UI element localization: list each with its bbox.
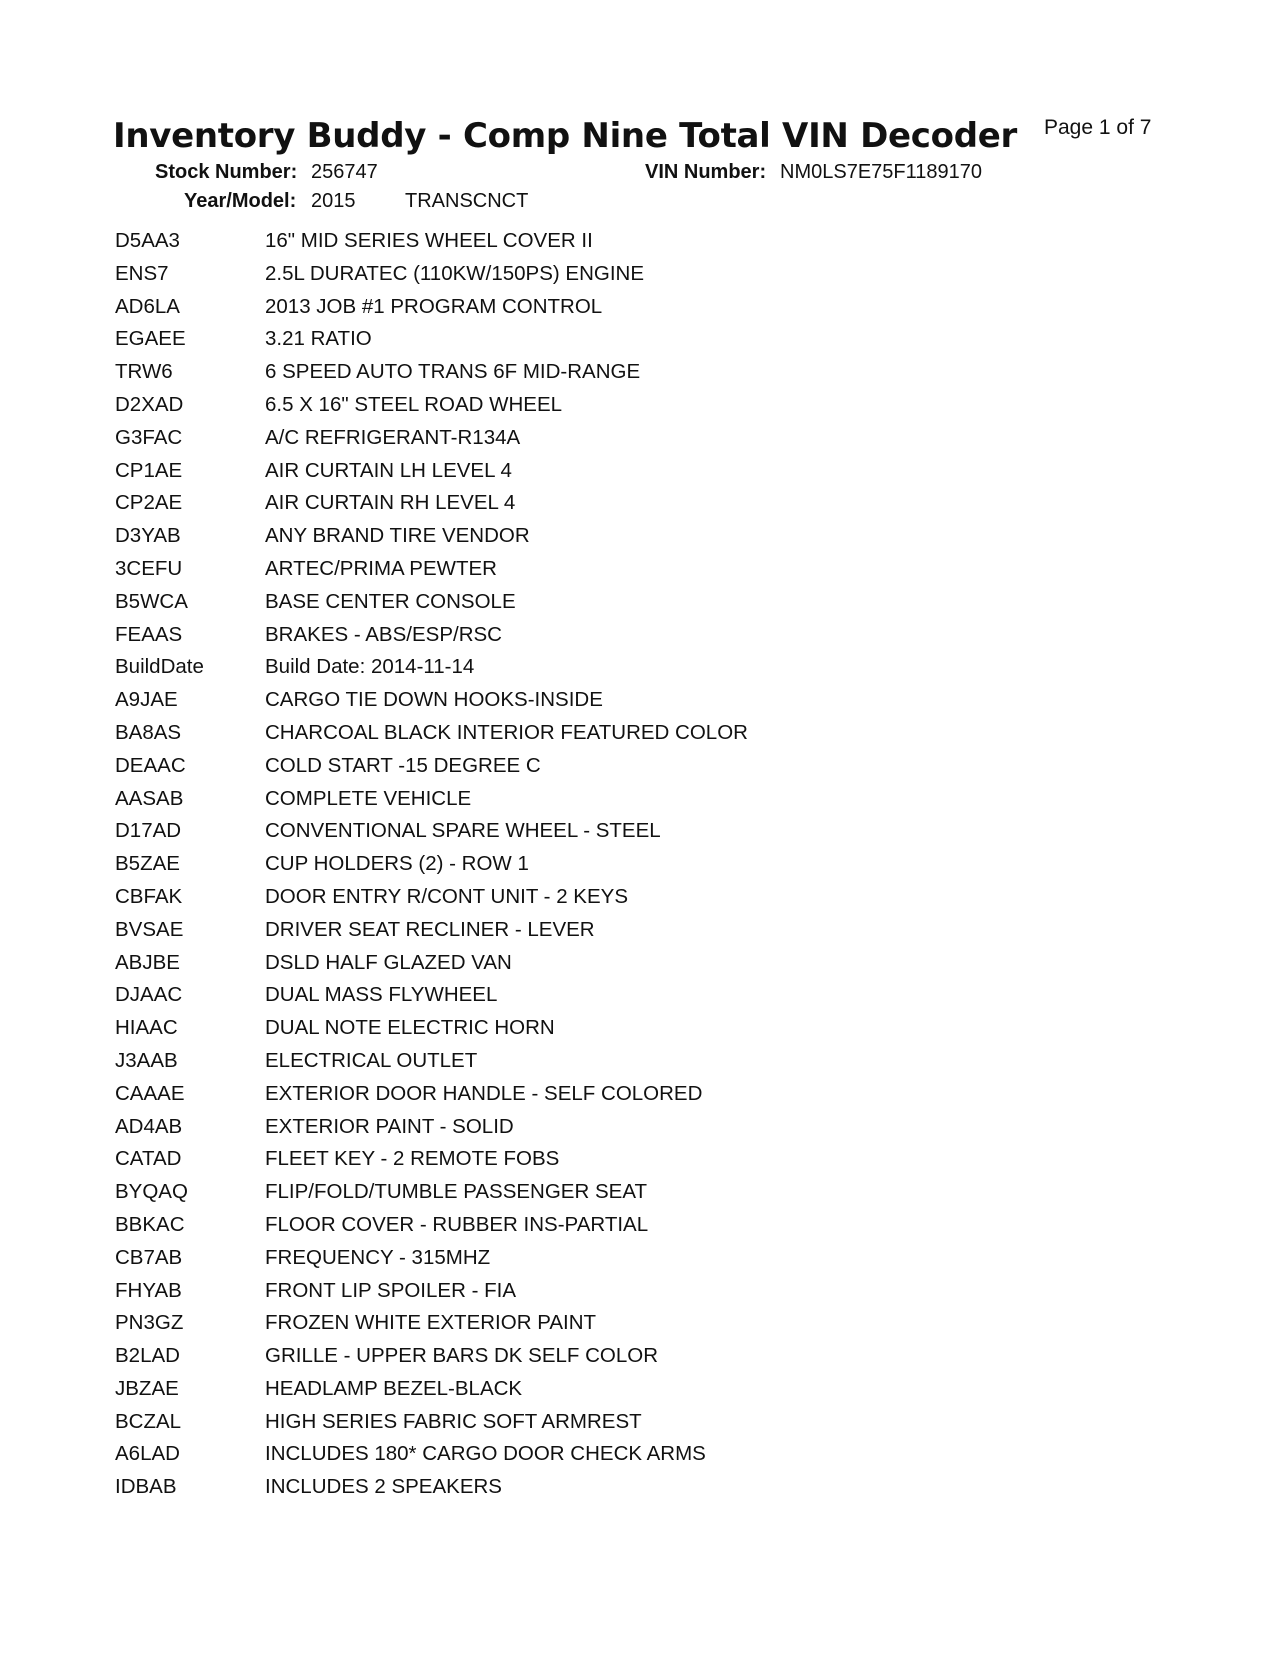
page-number: Page 1 of 7 bbox=[1044, 116, 1152, 139]
option-code: J3AAB bbox=[115, 1048, 178, 1072]
option-description: 16" MID SERIES WHEEL COVER II bbox=[265, 229, 593, 252]
option-code: G3FAC bbox=[115, 425, 183, 449]
option-code-list bbox=[115, 227, 748, 1506]
option-code: CBFAK bbox=[115, 884, 183, 908]
option-code: PN3GZ bbox=[115, 1311, 184, 1335]
option-description: EXTERIOR PAINT - SOLID bbox=[265, 1114, 514, 1138]
option-code: D3YAB bbox=[115, 524, 181, 548]
option-row bbox=[115, 719, 748, 752]
option-description: FRONT LIP SPOILER - FIA bbox=[265, 1278, 516, 1302]
option-code: A9JAE bbox=[115, 688, 178, 712]
option-code: D17AD bbox=[115, 819, 182, 843]
stock-number-label: Stock Number: bbox=[155, 161, 298, 183]
option-row bbox=[115, 391, 748, 424]
option-row bbox=[115, 588, 748, 621]
option-code: CAAAE bbox=[115, 1081, 185, 1105]
option-description: FLIP/FOLD/TUMBLE PASSENGER SEAT bbox=[265, 1180, 647, 1204]
option-description: DOOR ENTRY R/CONT UNIT - 2 KEYS bbox=[265, 884, 628, 908]
option-row bbox=[115, 522, 748, 555]
option-description: GRILLE - UPPER BARS DK SELF COLOR bbox=[265, 1344, 659, 1368]
option-description: 3.21 RATIO bbox=[265, 327, 372, 351]
option-code: AASAB bbox=[115, 786, 184, 810]
option-description: COLD START -15 DEGREE C bbox=[265, 753, 541, 777]
year-value: 2015 bbox=[311, 190, 356, 212]
option-description: ANY BRAND TIRE VENDOR bbox=[265, 524, 530, 548]
option-code: BVSAE bbox=[115, 917, 184, 941]
option-description: FROZEN WHITE EXTERIOR PAINT bbox=[265, 1311, 597, 1335]
option-description: 2.5L DURATEC (110KW/150PS) ENGINE bbox=[265, 261, 644, 285]
option-code: ENS7 bbox=[115, 261, 169, 285]
option-code: B2LAD bbox=[115, 1344, 180, 1368]
option-row bbox=[115, 555, 748, 588]
option-row bbox=[115, 1342, 748, 1375]
option-description: COMPLETE VEHICLE bbox=[265, 786, 472, 810]
option-row bbox=[115, 785, 748, 818]
option-row bbox=[115, 752, 748, 785]
option-row bbox=[115, 1113, 748, 1146]
option-code: BCZAL bbox=[115, 1409, 182, 1433]
option-code: TRW6 bbox=[115, 360, 173, 384]
option-row bbox=[115, 1440, 748, 1473]
option-description: BRAKES - ABS/ESP/RSC bbox=[265, 622, 502, 646]
option-row bbox=[115, 653, 748, 686]
option-row bbox=[115, 1178, 748, 1211]
option-row bbox=[115, 1145, 748, 1178]
option-description: ELECTRICAL OUTLET bbox=[265, 1048, 478, 1072]
option-row bbox=[115, 358, 748, 391]
option-code: AD4AB bbox=[115, 1114, 183, 1138]
option-row bbox=[115, 686, 748, 719]
option-description: AIR CURTAIN RH LEVEL 4 bbox=[265, 491, 516, 515]
vin-number-value: NM0LS7E75F1189170 bbox=[780, 161, 982, 183]
option-code: FHYAB bbox=[115, 1278, 182, 1302]
option-code: B5ZAE bbox=[115, 852, 180, 876]
stock-number-value: 256747 bbox=[311, 161, 378, 183]
option-row bbox=[115, 1309, 748, 1342]
option-description: CARGO TIE DOWN HOOKS-INSIDE bbox=[265, 688, 603, 712]
option-code: CP2AE bbox=[115, 491, 183, 515]
option-code: BBKAC bbox=[115, 1212, 185, 1236]
option-row bbox=[115, 293, 748, 326]
option-code: A6LAD bbox=[115, 1442, 180, 1466]
option-code: 3CEFU bbox=[115, 556, 183, 580]
option-row bbox=[115, 1211, 748, 1244]
option-description: CONVENTIONAL SPARE WHEEL - STEEL bbox=[265, 819, 661, 843]
option-description: FLOOR COVER - RUBBER INS-PARTIAL bbox=[265, 1212, 649, 1236]
option-code: HIAAC bbox=[115, 1016, 178, 1040]
option-description: EXTERIOR DOOR HANDLE - SELF COLORED bbox=[265, 1081, 703, 1105]
option-row bbox=[115, 1014, 748, 1047]
option-description: FREQUENCY - 315MHZ bbox=[265, 1245, 491, 1269]
option-description: AIR CURTAIN LH LEVEL 4 bbox=[265, 458, 512, 482]
option-row bbox=[115, 1047, 748, 1080]
option-code: DJAAC bbox=[115, 983, 183, 1007]
option-description: 6.5 X 16" STEEL ROAD WHEEL bbox=[265, 392, 563, 416]
option-description: INCLUDES 2 SPEAKERS bbox=[265, 1475, 502, 1499]
option-row bbox=[115, 1408, 748, 1441]
option-description: ARTEC/PRIMA PEWTER bbox=[265, 556, 497, 580]
vin-number-label: VIN Number: bbox=[645, 161, 767, 183]
option-row bbox=[115, 1277, 748, 1310]
option-row bbox=[115, 260, 748, 293]
option-description: DRIVER SEAT RECLINER - LEVER bbox=[265, 917, 595, 941]
option-code: DEAAC bbox=[115, 753, 186, 777]
option-code: BA8AS bbox=[115, 720, 182, 744]
option-row bbox=[115, 817, 748, 850]
option-row bbox=[115, 1375, 748, 1408]
option-code: EGAEE bbox=[115, 327, 186, 351]
option-row bbox=[115, 1473, 748, 1506]
option-row bbox=[115, 949, 748, 982]
option-description: 2013 JOB #1 PROGRAM CONTROL bbox=[265, 294, 603, 318]
option-row bbox=[115, 916, 748, 949]
option-row bbox=[115, 489, 748, 522]
option-description: CUP HOLDERS (2) - ROW 1 bbox=[265, 852, 529, 876]
option-row bbox=[115, 621, 748, 654]
option-code: B5WCA bbox=[115, 589, 188, 613]
option-code: AD6LA bbox=[115, 294, 180, 318]
option-description: DUAL MASS FLYWHEEL bbox=[265, 983, 498, 1007]
option-row bbox=[115, 850, 748, 883]
option-row bbox=[115, 227, 748, 260]
option-description: DSLD HALF GLAZED VAN bbox=[265, 950, 512, 974]
option-row bbox=[115, 883, 748, 916]
option-code: IDBAB bbox=[115, 1475, 177, 1499]
report-title: Inventory Buddy - Comp Nine Total VIN Decoder bbox=[113, 116, 1017, 156]
option-code: BYQAQ bbox=[115, 1180, 188, 1204]
option-description: FLEET KEY - 2 REMOTE FOBS bbox=[265, 1147, 560, 1171]
option-description: HIGH SERIES FABRIC SOFT ARMREST bbox=[265, 1409, 642, 1433]
option-description: 6 SPEED AUTO TRANS 6F MID-RANGE bbox=[265, 360, 641, 384]
option-code: ABJBE bbox=[115, 950, 180, 974]
option-code: CP1AE bbox=[115, 458, 183, 482]
year-model-label: Year/Model: bbox=[184, 190, 297, 212]
option-code: JBZAE bbox=[115, 1376, 179, 1400]
option-description: DUAL NOTE ELECTRIC HORN bbox=[265, 1016, 555, 1040]
option-code: BuildDate bbox=[115, 655, 204, 679]
option-description: HEADLAMP BEZEL-BLACK bbox=[265, 1376, 523, 1400]
option-description: CHARCOAL BLACK INTERIOR FEATURED COLOR bbox=[265, 720, 748, 744]
option-row bbox=[115, 424, 748, 457]
option-code: CB7AB bbox=[115, 1245, 183, 1269]
option-code: D5AA3 bbox=[115, 229, 180, 252]
option-row bbox=[115, 1244, 748, 1277]
option-row bbox=[115, 457, 748, 490]
option-row bbox=[115, 325, 748, 358]
option-code: D2XAD bbox=[115, 392, 184, 416]
option-code: FEAAS bbox=[115, 622, 183, 646]
option-code: CATAD bbox=[115, 1147, 182, 1171]
option-description: INCLUDES 180* CARGO DOOR CHECK ARMS bbox=[265, 1442, 706, 1466]
model-value: TRANSCNCT bbox=[405, 190, 529, 212]
option-description: BASE CENTER CONSOLE bbox=[265, 589, 516, 613]
option-description: Build Date: 2014-11-14 bbox=[265, 655, 475, 679]
option-row bbox=[115, 1080, 748, 1113]
option-description: A/C REFRIGERANT-R134A bbox=[265, 425, 521, 449]
option-row bbox=[115, 981, 748, 1014]
